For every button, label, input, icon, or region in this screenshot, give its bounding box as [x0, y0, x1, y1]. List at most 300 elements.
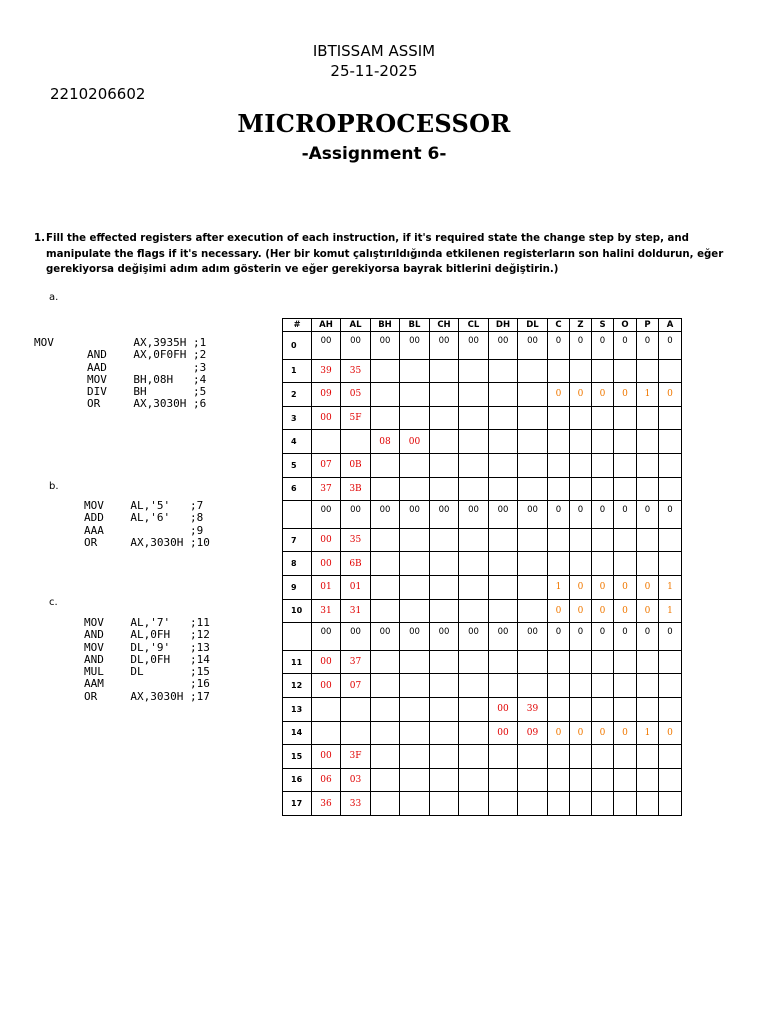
flag-cell	[592, 552, 614, 576]
register-cell	[459, 528, 489, 552]
initial-value-cell: 0	[592, 623, 614, 651]
flag-cell	[570, 552, 592, 576]
flag-cell	[659, 528, 682, 552]
flag-cell	[637, 430, 659, 454]
register-cell: 00	[312, 745, 341, 769]
flag-cell: 1	[637, 721, 659, 745]
flag-cell	[637, 792, 659, 816]
step-number: 15	[283, 745, 312, 769]
register-cell	[459, 768, 489, 792]
register-cell: 06	[312, 768, 341, 792]
flag-cell	[570, 528, 592, 552]
section-c-label: c.	[49, 597, 58, 608]
flag-cell	[614, 697, 637, 721]
register-cell: 5F	[341, 406, 371, 430]
section-b-code: MOV AL,'5' ;7 ADD AL,'6' ;8 AAA ;9 OR AX,3030H ;10	[84, 499, 210, 549]
table-row	[283, 406, 682, 430]
register-cell: 35	[341, 359, 371, 383]
initial-value-cell: 00	[489, 623, 518, 651]
step-number: 13	[283, 697, 312, 721]
section-b-label: b.	[49, 481, 59, 492]
register-cell	[400, 383, 430, 407]
register-cell	[459, 359, 489, 383]
table-row	[283, 430, 682, 454]
step-number: 8	[283, 552, 312, 576]
flag-cell	[592, 528, 614, 552]
flag-cell	[570, 768, 592, 792]
question-1	[34, 231, 730, 278]
register-cell	[400, 552, 430, 576]
flag-cell: 0	[548, 599, 570, 623]
register-cell	[518, 768, 548, 792]
register-cell: 3B	[341, 477, 371, 501]
register-cell	[371, 575, 400, 599]
register-cell	[459, 792, 489, 816]
register-cell	[518, 359, 548, 383]
flag-cell	[570, 453, 592, 477]
table-body	[283, 332, 682, 816]
column-header: BL	[400, 319, 430, 332]
column-header: O	[614, 319, 637, 332]
question-text: Fill the effected registers after execution of each instruction, if it's required state the change step by step, and manipulate the flags if it's necessary. (Her bir komut çalıştırıldığında etkilenen registerların son halini doldurun, eğer gerekiyorsa değişimi adım adım gösterin ve eğer gerekiyorsa bayrak bitlerini değiştirin.)	[46, 233, 724, 275]
flag-cell	[659, 406, 682, 430]
initial-value-cell: 0	[659, 501, 682, 529]
initial-value-cell: 00	[459, 501, 489, 529]
register-cell	[459, 406, 489, 430]
flag-cell	[614, 745, 637, 769]
flag-cell	[548, 406, 570, 430]
register-cell	[489, 453, 518, 477]
flag-cell	[614, 650, 637, 674]
register-cell	[430, 674, 459, 698]
register-cell	[430, 599, 459, 623]
register-cell	[489, 430, 518, 454]
step-number: 16	[283, 768, 312, 792]
step-number: 4	[283, 430, 312, 454]
flag-cell: 1	[548, 575, 570, 599]
flag-cell	[614, 477, 637, 501]
register-cell	[430, 383, 459, 407]
register-cell: 6B	[341, 552, 371, 576]
register-cell	[489, 552, 518, 576]
register-cell	[400, 359, 430, 383]
register-cell	[400, 477, 430, 501]
table-row	[283, 599, 682, 623]
register-cell	[459, 477, 489, 501]
flag-cell	[548, 697, 570, 721]
flag-cell	[592, 453, 614, 477]
flag-cell	[659, 792, 682, 816]
register-cell	[430, 721, 459, 745]
flag-cell	[548, 674, 570, 698]
initial-value-cell: 0	[659, 623, 682, 651]
register-cell	[518, 406, 548, 430]
flag-cell	[637, 477, 659, 501]
register-cell	[371, 528, 400, 552]
flag-cell: 0	[592, 599, 614, 623]
register-cell	[371, 453, 400, 477]
table-row	[283, 768, 682, 792]
initial-value-cell: 00	[518, 332, 548, 360]
register-cell	[518, 674, 548, 698]
flag-cell	[592, 768, 614, 792]
initial-value-cell: 0	[614, 501, 637, 529]
register-cell	[400, 575, 430, 599]
table-row	[283, 745, 682, 769]
flag-cell	[570, 406, 592, 430]
register-cell	[371, 552, 400, 576]
flag-cell	[637, 674, 659, 698]
initial-value-cell: 00	[518, 623, 548, 651]
register-cell	[400, 721, 430, 745]
initial-value-cell: 00	[341, 332, 371, 360]
initial-value-cell: 0	[570, 501, 592, 529]
flag-cell	[570, 674, 592, 698]
register-cell: 33	[341, 792, 371, 816]
initial-value-cell: 0	[548, 623, 570, 651]
register-cell	[430, 768, 459, 792]
flag-cell: 0	[548, 721, 570, 745]
flag-cell: 0	[592, 575, 614, 599]
register-cell	[371, 359, 400, 383]
register-cell	[489, 792, 518, 816]
register-cell	[371, 792, 400, 816]
initial-value-cell: 00	[312, 501, 341, 529]
flag-cell	[570, 650, 592, 674]
column-header: DL	[518, 319, 548, 332]
register-cell	[518, 650, 548, 674]
column-header: #	[283, 319, 312, 332]
flag-cell	[592, 697, 614, 721]
initial-value-cell: 00	[341, 623, 371, 651]
flag-cell	[659, 650, 682, 674]
register-cell: 31	[312, 599, 341, 623]
section-a-code: MOV AX,3935H ;1 AND AX,0F0FH ;2 AAD ;3 MOV BH,08H ;4 DIV BH ;5 OR AX,3030H ;6	[34, 336, 207, 411]
register-cell	[400, 768, 430, 792]
flag-cell	[659, 745, 682, 769]
flag-cell	[637, 528, 659, 552]
initial-value-cell: 0	[570, 623, 592, 651]
register-cell	[371, 599, 400, 623]
section-a-label: a.	[49, 292, 59, 303]
flag-cell: 1	[659, 575, 682, 599]
initial-value-cell: 00	[400, 623, 430, 651]
flag-cell	[592, 430, 614, 454]
register-cell: 00	[312, 650, 341, 674]
register-cell	[518, 453, 548, 477]
initial-value-cell: 0	[614, 332, 637, 360]
table-row	[283, 528, 682, 552]
flag-cell	[659, 674, 682, 698]
register-cell: 01	[312, 575, 341, 599]
register-cell	[371, 674, 400, 698]
register-cell	[400, 792, 430, 816]
flag-cell	[548, 477, 570, 501]
register-cell	[518, 552, 548, 576]
flag-cell	[614, 406, 637, 430]
flag-cell	[548, 650, 570, 674]
column-header: Z	[570, 319, 592, 332]
register-cell: 08	[371, 430, 400, 454]
table-row	[283, 650, 682, 674]
table-row	[283, 359, 682, 383]
register-cell	[430, 430, 459, 454]
register-cell: 00	[312, 674, 341, 698]
column-header: AH	[312, 319, 341, 332]
register-cell	[518, 528, 548, 552]
initial-value-cell: 0	[548, 332, 570, 360]
flag-cell	[570, 359, 592, 383]
flag-cell	[592, 359, 614, 383]
register-cell	[430, 745, 459, 769]
register-cell	[489, 383, 518, 407]
table-header-row	[283, 319, 682, 332]
flag-cell	[570, 477, 592, 501]
register-cell: 37	[341, 650, 371, 674]
flag-cell: 0	[614, 383, 637, 407]
flag-cell	[637, 697, 659, 721]
register-cell	[400, 599, 430, 623]
register-table	[282, 318, 682, 816]
column-header: A	[659, 319, 682, 332]
register-cell	[312, 721, 341, 745]
register-cell	[459, 599, 489, 623]
register-cell	[459, 552, 489, 576]
flag-cell	[614, 674, 637, 698]
initial-value-cell: 0	[592, 501, 614, 529]
register-cell: 0B	[341, 453, 371, 477]
flag-cell	[614, 430, 637, 454]
flag-cell: 0	[548, 383, 570, 407]
table-row	[283, 792, 682, 816]
flag-cell	[548, 745, 570, 769]
register-cell	[459, 745, 489, 769]
register-cell	[400, 674, 430, 698]
flag-cell	[592, 792, 614, 816]
flag-cell: 0	[637, 575, 659, 599]
flag-cell	[659, 477, 682, 501]
author-name: IBTISSAM ASSIM	[312, 42, 436, 60]
flag-cell	[548, 453, 570, 477]
flag-cell	[659, 359, 682, 383]
register-cell: 03	[341, 768, 371, 792]
flag-cell	[637, 552, 659, 576]
flag-cell	[592, 650, 614, 674]
register-cell	[459, 697, 489, 721]
flag-cell	[637, 745, 659, 769]
flag-cell	[570, 745, 592, 769]
flag-cell	[548, 430, 570, 454]
flag-cell	[637, 650, 659, 674]
initial-value-cell: 0	[614, 623, 637, 651]
register-cell	[489, 745, 518, 769]
assignment-subtitle: -Assignment 6-	[301, 144, 447, 164]
step-number: 11	[283, 650, 312, 674]
register-cell	[518, 383, 548, 407]
table-row	[283, 383, 682, 407]
initial-value-cell: 00	[430, 501, 459, 529]
step-number: 10	[283, 599, 312, 623]
register-cell	[518, 477, 548, 501]
initial-value-cell: 00	[459, 332, 489, 360]
column-header: DH	[489, 319, 518, 332]
step-number: 17	[283, 792, 312, 816]
register-cell: 39	[312, 359, 341, 383]
flag-cell	[570, 430, 592, 454]
register-cell: 09	[312, 383, 341, 407]
flag-cell	[548, 792, 570, 816]
register-cell: 00	[312, 406, 341, 430]
register-cell	[459, 674, 489, 698]
register-cell: 35	[341, 528, 371, 552]
flag-cell	[637, 406, 659, 430]
column-header: BH	[371, 319, 400, 332]
register-cell: 01	[341, 575, 371, 599]
register-cell	[489, 477, 518, 501]
flag-cell: 0	[614, 599, 637, 623]
initial-value-cell: 0	[570, 332, 592, 360]
flag-cell	[592, 477, 614, 501]
table-row	[283, 575, 682, 599]
initial-value-cell: 00	[312, 332, 341, 360]
register-cell	[371, 768, 400, 792]
register-cell: 39	[518, 697, 548, 721]
register-cell	[430, 552, 459, 576]
register-cell	[489, 650, 518, 674]
flag-cell	[637, 453, 659, 477]
flag-cell	[614, 792, 637, 816]
table-row	[283, 501, 682, 529]
register-cell	[430, 650, 459, 674]
initial-value-cell: 00	[459, 623, 489, 651]
register-cell: 05	[341, 383, 371, 407]
column-header: AL	[341, 319, 371, 332]
initial-value-cell: 0	[548, 501, 570, 529]
register-cell	[341, 721, 371, 745]
register-cell	[341, 430, 371, 454]
register-cell	[518, 745, 548, 769]
step-number	[283, 623, 312, 651]
student-id: 2210206602	[50, 85, 146, 103]
register-cell	[312, 697, 341, 721]
flag-cell	[659, 453, 682, 477]
register-cell	[430, 575, 459, 599]
table-row	[283, 332, 682, 360]
step-number: 2	[283, 383, 312, 407]
step-number: 12	[283, 674, 312, 698]
flag-cell	[592, 406, 614, 430]
column-header: P	[637, 319, 659, 332]
step-number: 0	[283, 332, 312, 360]
initial-value-cell: 00	[371, 501, 400, 529]
table-row	[283, 697, 682, 721]
table-row	[283, 552, 682, 576]
initial-value-cell: 0	[592, 332, 614, 360]
flag-cell	[637, 359, 659, 383]
register-cell: 00	[489, 721, 518, 745]
register-cell	[518, 430, 548, 454]
register-cell	[400, 650, 430, 674]
register-cell	[430, 528, 459, 552]
step-number: 5	[283, 453, 312, 477]
register-cell	[430, 359, 459, 383]
column-header: C	[548, 319, 570, 332]
initial-value-cell: 00	[371, 623, 400, 651]
flag-cell: 0	[659, 383, 682, 407]
register-cell	[518, 792, 548, 816]
register-cell: 07	[312, 453, 341, 477]
register-cell	[489, 674, 518, 698]
flag-cell	[548, 528, 570, 552]
register-cell	[371, 721, 400, 745]
column-header: S	[592, 319, 614, 332]
register-cell	[459, 453, 489, 477]
initial-value-cell: 0	[659, 332, 682, 360]
flag-cell	[592, 745, 614, 769]
register-cell	[400, 745, 430, 769]
register-cell: 00	[489, 697, 518, 721]
register-cell: 07	[341, 674, 371, 698]
flag-cell	[548, 359, 570, 383]
flag-cell	[614, 552, 637, 576]
register-cell	[430, 697, 459, 721]
table-row	[283, 721, 682, 745]
column-header: CH	[430, 319, 459, 332]
flag-cell: 0	[570, 721, 592, 745]
register-cell	[459, 721, 489, 745]
document-date: 25-11-2025	[330, 62, 418, 80]
register-cell	[518, 599, 548, 623]
register-cell	[459, 430, 489, 454]
register-cell	[341, 697, 371, 721]
register-cell	[489, 528, 518, 552]
register-cell	[459, 383, 489, 407]
flag-cell	[614, 359, 637, 383]
register-cell: 36	[312, 792, 341, 816]
register-cell	[371, 383, 400, 407]
initial-value-cell: 00	[430, 332, 459, 360]
initial-value-cell: 0	[637, 623, 659, 651]
flag-cell: 0	[659, 721, 682, 745]
register-cell: 3F	[341, 745, 371, 769]
register-cell: 00	[400, 430, 430, 454]
initial-value-cell: 00	[489, 332, 518, 360]
table-row	[283, 477, 682, 501]
flag-cell: 0	[614, 721, 637, 745]
flag-cell	[548, 768, 570, 792]
flag-cell: 0	[614, 575, 637, 599]
register-cell: 31	[341, 599, 371, 623]
step-number: 7	[283, 528, 312, 552]
register-cell: 00	[312, 552, 341, 576]
initial-value-cell: 00	[341, 501, 371, 529]
initial-value-cell: 00	[371, 332, 400, 360]
register-cell	[400, 406, 430, 430]
register-cell	[459, 575, 489, 599]
initial-value-cell: 00	[400, 332, 430, 360]
flag-cell	[637, 768, 659, 792]
flag-cell	[592, 674, 614, 698]
flag-cell	[659, 430, 682, 454]
register-cell	[400, 528, 430, 552]
table-row	[283, 453, 682, 477]
register-cell	[371, 745, 400, 769]
register-cell	[518, 575, 548, 599]
step-number: 1	[283, 359, 312, 383]
register-cell	[489, 575, 518, 599]
initial-value-cell: 00	[518, 501, 548, 529]
register-cell: 37	[312, 477, 341, 501]
